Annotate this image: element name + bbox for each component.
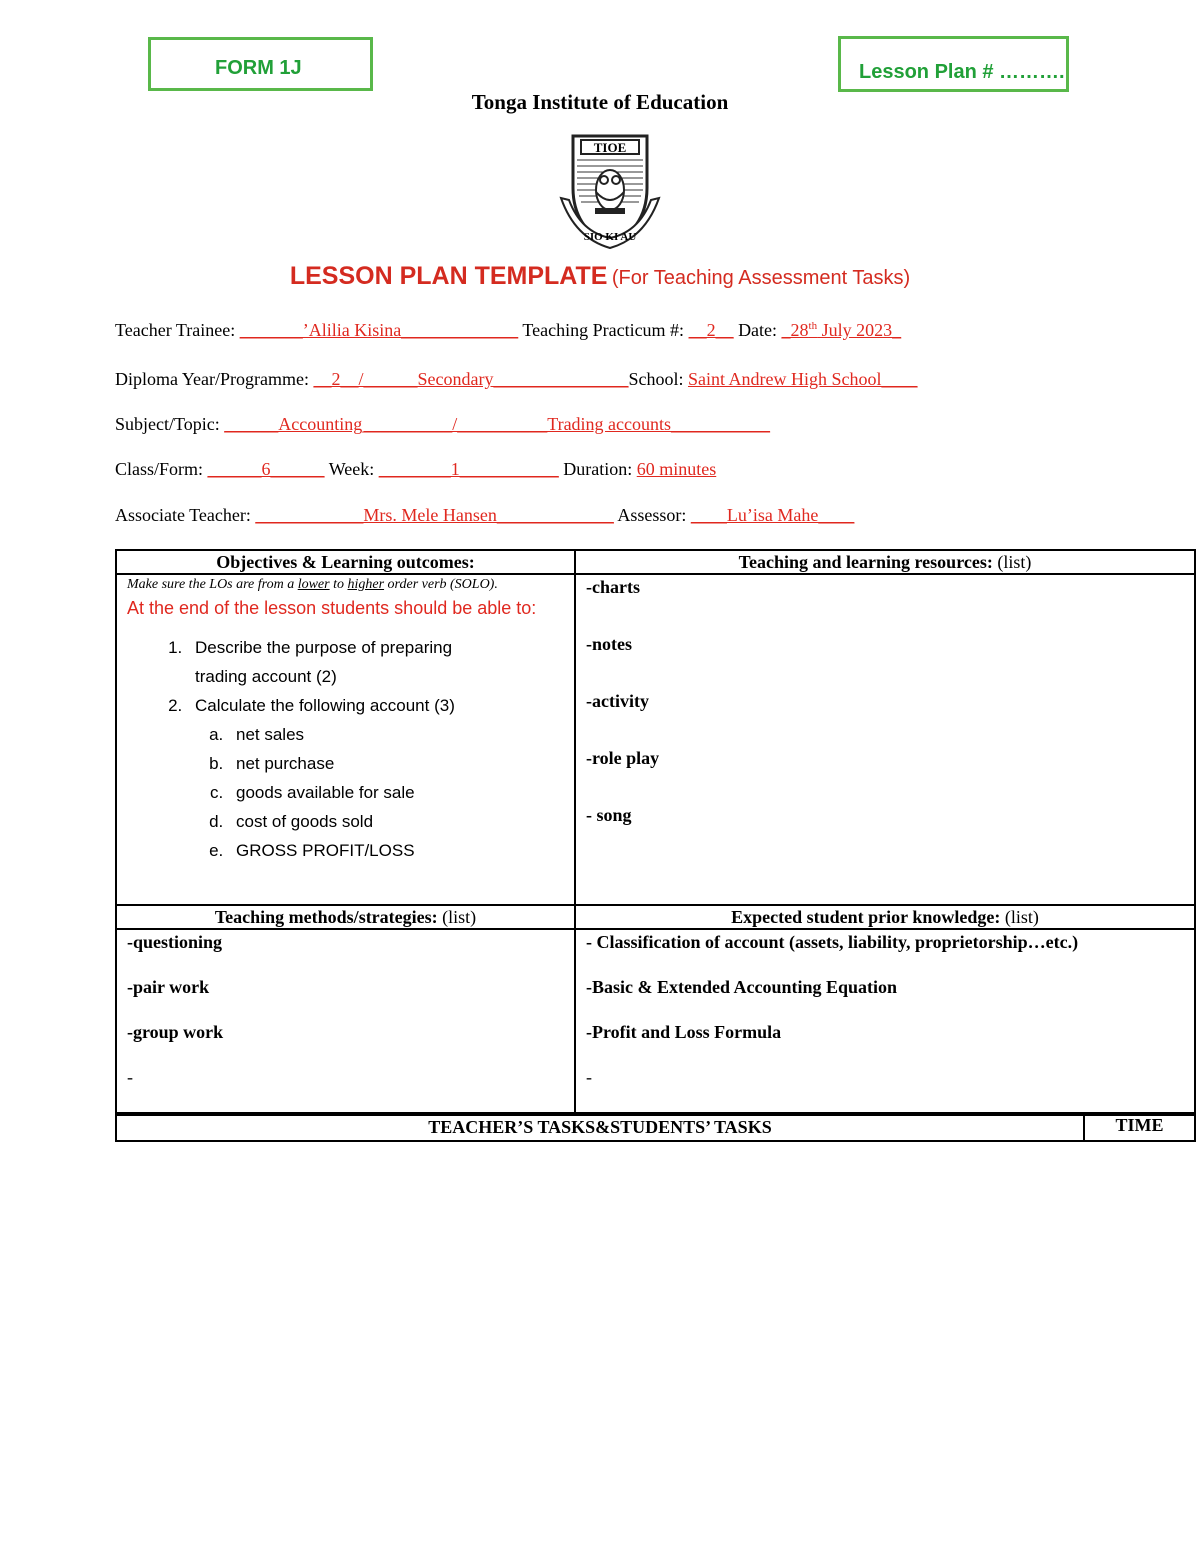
institute-name: Tonga Institute of Education: [471, 90, 729, 114]
resources-cell: [575, 574, 1195, 905]
list-item: -notes: [586, 634, 632, 654]
svg-text:TIOE: TIOE: [593, 140, 627, 155]
class-row: [115, 459, 716, 480]
prior-knowledge-cell: [575, 929, 1195, 1115]
subject-row: [115, 414, 770, 435]
calculation-sub-list: [195, 720, 574, 865]
time-heading: TIME: [1084, 1113, 1195, 1141]
list-item: -: [127, 1067, 133, 1087]
school-label: School:: [628, 369, 684, 389]
list-item: c. goods available for sale: [228, 778, 574, 807]
week-value: ________1___________: [378, 459, 559, 479]
list-item: d. cost of goods sold: [228, 807, 574, 836]
list-item: - song: [586, 805, 632, 825]
form-label-box: [148, 37, 373, 91]
assessor-label: Assessor:: [617, 505, 687, 525]
date-label: Date:: [738, 320, 778, 340]
list-item: -group work: [127, 1022, 224, 1042]
form-label: FORM 1J: [215, 57, 302, 79]
week-label: Week:: [328, 459, 375, 479]
diploma-row: [115, 369, 917, 390]
outcomes-intro: At the end of the lesson students should be able to:: [127, 598, 537, 618]
teacher-trainee-row: [115, 320, 901, 341]
template-title: [0, 262, 1200, 291]
duration-value: 60 minutes: [636, 459, 717, 479]
list-item: 1. Describe the purpose of preparing trading account (2): [187, 633, 495, 691]
learning-outcomes-list: [117, 633, 574, 865]
list-item: -role play: [586, 748, 660, 768]
duration-label: Duration:: [563, 459, 633, 479]
list-item: -charts: [586, 577, 640, 597]
date-value: _28th July 2023_: [781, 320, 902, 340]
list-item: -: [586, 1067, 592, 1087]
subject-value: ______Accounting__________/__________Trading accounts___________: [224, 414, 771, 434]
list-item: -Basic & Extended Accounting Equation: [586, 977, 898, 997]
school-value: Saint Andrew High School____: [687, 369, 918, 389]
list-item: b. net purchase: [228, 749, 574, 778]
subject-label: Subject/Topic:: [115, 414, 220, 434]
template-title-subtitle: (For Teaching Assessment Tasks): [611, 267, 911, 289]
practicum-value: __2__: [688, 320, 734, 340]
svg-text:SIO KI AU: SIO KI AU: [583, 231, 637, 243]
list-item: a. net sales: [228, 720, 574, 749]
methods-cell: [116, 929, 575, 1115]
associate-label: Associate Teacher:: [115, 505, 251, 525]
objectives-heading: Objectives & Learning outcomes:: [116, 550, 575, 574]
list-item: -questioning: [127, 932, 223, 952]
practicum-label: Teaching Practicum #:: [522, 320, 685, 340]
methods-heading: Teaching methods/strategies: (list): [116, 905, 575, 929]
tasks-heading: TEACHER’S TASKS&STUDENTS’ TASKS: [116, 1113, 1084, 1141]
prior-knowledge-heading: Expected student prior knowledge: (list): [575, 905, 1195, 929]
institute-crest-logo: [555, 128, 665, 255]
template-title-main: LESSON PLAN TEMPLATE: [289, 262, 608, 290]
tasks-table: [115, 1112, 1196, 1142]
trainee-value: _______’Alilia Kisina_____________: [239, 320, 519, 340]
associate-value: ____________Mrs. Mele Hansen_____________: [255, 505, 614, 525]
class-label: Class/Form:: [115, 459, 204, 479]
associate-row: [115, 505, 854, 526]
list-item: - Classification of account (assets, liability, proprietorship…etc.): [586, 932, 1079, 952]
objectives-cell: [116, 574, 575, 905]
trainee-label: Teacher Trainee:: [115, 320, 236, 340]
list-item: e. GROSS PROFIT/LOSS: [228, 836, 574, 865]
list-item: -pair work: [127, 977, 210, 997]
list-item: 2. Calculate the following account (3) a. net sales b. net purchase c. goods available for sale d. cost of goods sold e. GROSS PROFIT/LOSS: [187, 691, 574, 865]
list-item: -Profit and Loss Formula: [586, 1022, 782, 1042]
lesson-plan-number-label: Lesson Plan # ……….: [859, 61, 1065, 83]
lesson-plan-number-box: [838, 36, 1069, 92]
list-item: -activity: [586, 691, 649, 711]
assessor-value: ____Lu’isa Mahe____: [690, 505, 855, 525]
diploma-value: __2__/______Secondary_______________: [313, 369, 629, 389]
class-value: ______6______: [207, 459, 325, 479]
resources-heading: Teaching and learning resources: (list): [575, 550, 1195, 574]
diploma-label: Diploma Year/Programme:: [115, 369, 309, 389]
lesson-plan-grid: [115, 549, 1196, 1116]
solo-note: Make sure the LOs are from a lower to higher order verb (SOLO).: [127, 577, 498, 592]
